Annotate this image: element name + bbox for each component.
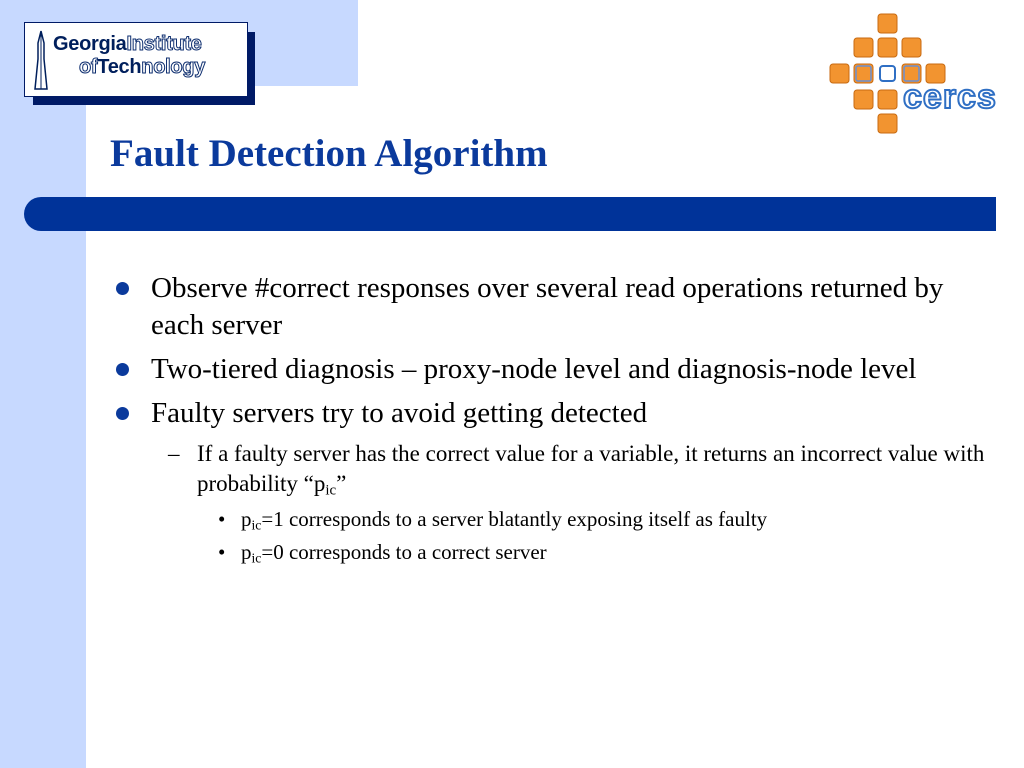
cercs-wordmark: cercs — [903, 78, 997, 116]
list-item — [108, 395, 998, 432]
logo-word-tech: Tech — [97, 56, 142, 78]
sub-bullet-text-end: ” — [336, 471, 347, 496]
logo-word-institute: Institute — [126, 33, 202, 55]
small-bullet-marker: • — [218, 507, 226, 531]
dash-marker: – — [168, 441, 180, 466]
sub-sub-list-item — [108, 505, 998, 534]
subscript: ic — [325, 482, 337, 499]
sub-bullet-text: If a faulty server has the correct value for a variable, it returns an incorrect value with probability “p — [197, 441, 985, 496]
symbol-base: p — [241, 540, 252, 564]
sub-sub-bullet-text: =0 corresponds to a correct server — [261, 540, 547, 564]
page-title: Fault Detection Algorithm — [110, 132, 548, 175]
subscript: ic — [251, 517, 262, 533]
bullet-dot-icon — [116, 282, 129, 295]
bullet-text: Two-tiered diagnosis – proxy-node level and diagnosis-node level — [151, 353, 917, 385]
sub-sub-list-item — [108, 538, 998, 567]
logo-word-nology: nology — [141, 56, 206, 78]
bullet-text: Faulty servers try to avoid getting detected — [151, 397, 648, 429]
bullet-dot-icon — [116, 407, 129, 420]
bullet-text: Observe #correct responses over several read operations returned by each server — [151, 272, 944, 341]
list-item — [108, 270, 998, 344]
sub-sub-bullet-text: =1 corresponds to a server blatantly exposing itself as faulty — [261, 507, 768, 531]
bullet-list — [108, 270, 998, 571]
list-item — [108, 351, 998, 388]
cercs-logo-icon — [826, 12, 956, 136]
title-rule — [24, 197, 996, 231]
logo-word-georgia: Georgia — [53, 33, 127, 55]
tech-tower-icon — [33, 29, 49, 91]
left-decorative-band — [0, 0, 86, 768]
sub-list-item — [108, 439, 998, 499]
georgia-tech-logo — [24, 22, 248, 97]
small-bullet-marker: • — [218, 540, 226, 564]
bullet-dot-icon — [116, 363, 129, 376]
logo-word-of: of — [79, 56, 98, 78]
symbol-base: p — [241, 507, 252, 531]
subscript: ic — [251, 550, 262, 566]
